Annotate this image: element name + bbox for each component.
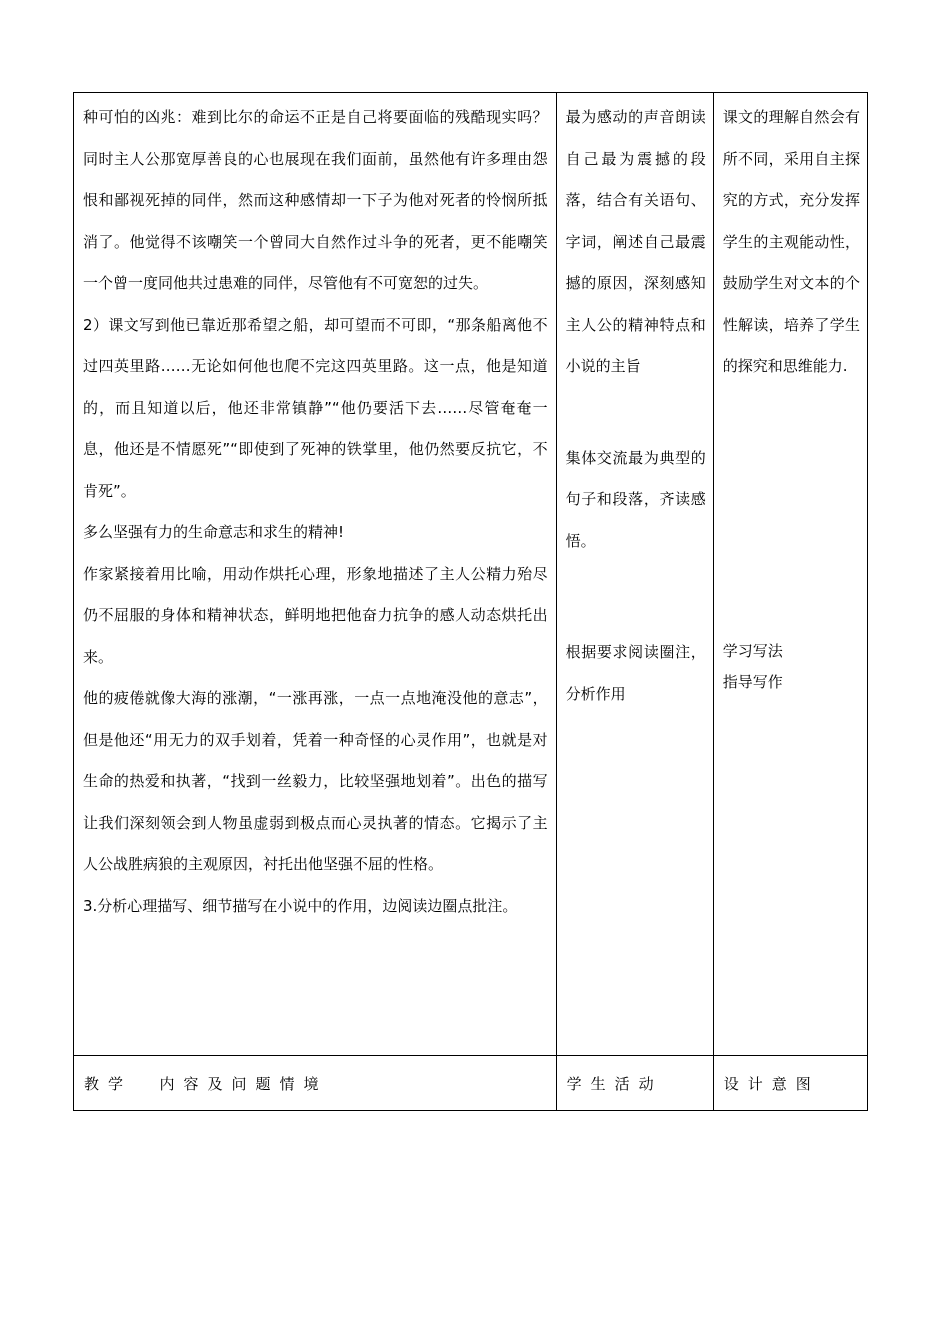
header-teaching-content — [74, 1056, 557, 1111]
intent-block-1: 课文的理解自然会有所不同，采用自主探究的方式，充分发挥学生的主观能动性，鼓励学生对文本的个性解读，培养了学生的探究和思维能力. — [722, 108, 860, 375]
activity-block-1: 最为感动的声音朗读自己最为震撼的段落，结合有关语句、字词，阐述自己最震撼的原因，深刻感知主人公的精神特点和小说的主旨 — [565, 108, 706, 375]
header-design-intent-label: 设计意图 — [723, 1074, 820, 1093]
header-student-activity-label: 学生活动 — [566, 1074, 663, 1093]
content-paragraph-3: 多么坚强有力的生命意志和求生的精神! — [83, 523, 345, 541]
content-paragraph-5: 他的疲倦就像大海的涨潮，“一涨再涨，一点一点地淹没他的意志”，但是他还“用无力的双手划着，凭着一种奇怪的心灵作用”，也就是对生命的热爱和执著，“找到一丝毅力，比较坚强地划着”。出色的描写让我们深刻领会到人物虽虚弱到极点而心灵执著的情态。它揭示了主人公战胜病狼的主观原因，衬托出他坚强不屈的性格。 — [83, 689, 548, 873]
content-paragraph-6: 3.分析心理描写、细节描写在小说中的作用，边阅读边圈点批注。 — [83, 896, 518, 915]
activity-block-2: 集体交流最为典型的句子和段落，齐读感悟。 — [565, 448, 706, 550]
content-row — [74, 93, 868, 1056]
student-activity-cell — [556, 93, 713, 1056]
lesson-plan-table — [73, 92, 868, 1111]
activity-block-3: 根据要求阅读圈注，分析作用 — [565, 643, 706, 703]
column-header-row — [74, 1056, 868, 1111]
intent-block-3: 指导写作 — [722, 672, 783, 691]
intent-block-2: 学习写法 — [722, 641, 783, 660]
header-teaching-content-label: 教学 内容及问题情境 — [84, 1074, 328, 1093]
content-paragraph-4: 作家紧接着用比喻，用动作烘托心理，形象地描述了主人公精力殆尽仍不屈服的身体和精神状态，鲜明地把他奋力抗争的感人动态烘托出来。 — [83, 564, 548, 666]
teaching-content-cell — [74, 93, 557, 1056]
header-student-activity — [556, 1056, 713, 1111]
content-paragraph-1: 种可怕的凶兆：难到比尔的命运不正是自己将要面临的残酷现实吗？同时主人公那宽厚善良的心也展现在我们面前，虽然他有许多理由怨恨和鄙视死掉的同伴，然而这种感情却一下子为他对死者的怜悯所抵消了。他觉得不该嘲笑一个曾同大自然作过斗争的死者，更不能嘲笑一个曾一度同他共过患难的同伴，尽管他有不可宽恕的过失。 — [83, 108, 548, 292]
design-intent-cell — [713, 93, 867, 1056]
header-design-intent — [713, 1056, 867, 1111]
content-paragraph-2: 2）课文写到他已靠近那希望之船，却可望而不可即，“那条船离他不过四英里路……无论如何他也爬不完这四英里路。这一点，他是知道的，而且知道以后，他还非常镇静”“他仍要活下去……尽管奄奄一息，他还是不情愿死”“即使到了死神的铁掌里，他仍然要反抗它，不肯死”。 — [83, 315, 548, 500]
